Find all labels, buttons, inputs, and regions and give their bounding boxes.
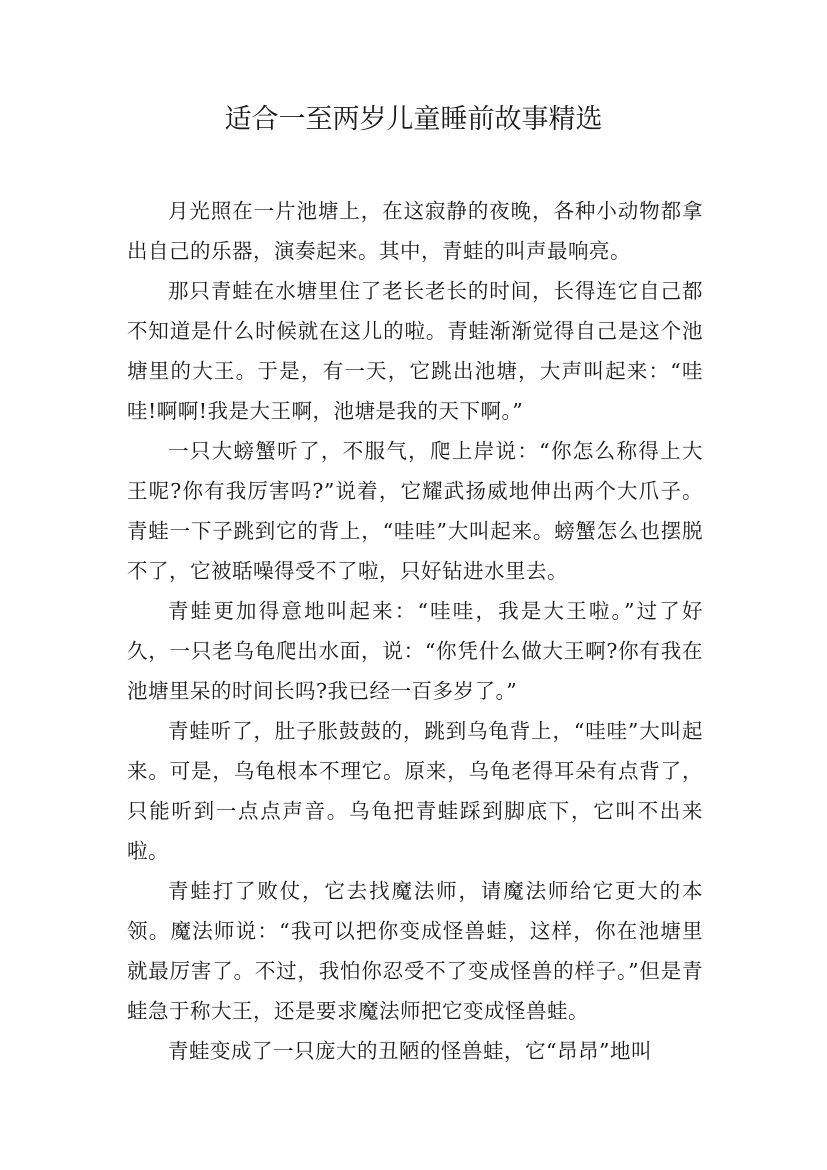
paragraph: 青蛙变成了一只庞大的丑陋的怪兽蛙，它“昂昂”地叫 [168, 1039, 652, 1063]
story-body [127, 191, 703, 1071]
document-title: 适合一至两岁儿童睡前故事精选 [224, 104, 603, 135]
paragraph: 青蛙听了，肚子胀鼓鼓的，跳到乌龟背上，“哇哇”大叫起来。可是，乌龟根本不理它。原来，乌龟老得耳朵有点背了，只能听到一点点声音。乌龟把青蛙踩到脚底下，它叫不出来啦。 [127, 719, 703, 863]
paragraph: 青蛙打了败仗，它去找魔法师，请魔法师给它更大的本领。魔法师说：“我可以把你变成怪兽蛙，这样，你在池塘里就最厉害了。不过，我怕你忍受不了变成怪兽的样子。”但是青蛙急于称大王，还是要求魔法师把它变成怪兽蛙。 [127, 879, 703, 1023]
paragraph: 青蛙更加得意地叫起来：“哇哇，我是大王啦。”过了好久，一只老乌龟爬出水面，说：“你凭什么做大王啊?你有我在池塘里呆的时间长吗?我已经一百多岁了。” [127, 599, 703, 703]
paragraph: 一只大螃蟹听了，不服气，爬上岸说：“你怎么称得上大王呢?你有我厉害吗?”说着，它耀武扬威地伸出两个大爪子。青蛙一下子跳到它的背上，“哇哇”大叫起来。螃蟹怎么也摆脱不了，它被聒噪得受不了啦，只好钻进水里去。 [127, 439, 703, 583]
paragraph: 月光照在一片池塘上，在这寂静的夜晚，各种小动物都拿出自己的乐器，演奏起来。其中，青蛙的叫声最响亮。 [127, 199, 703, 263]
paragraph: 那只青蛙在水塘里住了老长老长的时间，长得连它自己都不知道是什么时候就在这儿的啦。青蛙渐渐觉得自己是这个池塘里的大王。于是，有一天，它跳出池塘，大声叫起来：“哇哇!啊啊!我是大王啊，池塘是我的天下啊。” [127, 279, 703, 423]
